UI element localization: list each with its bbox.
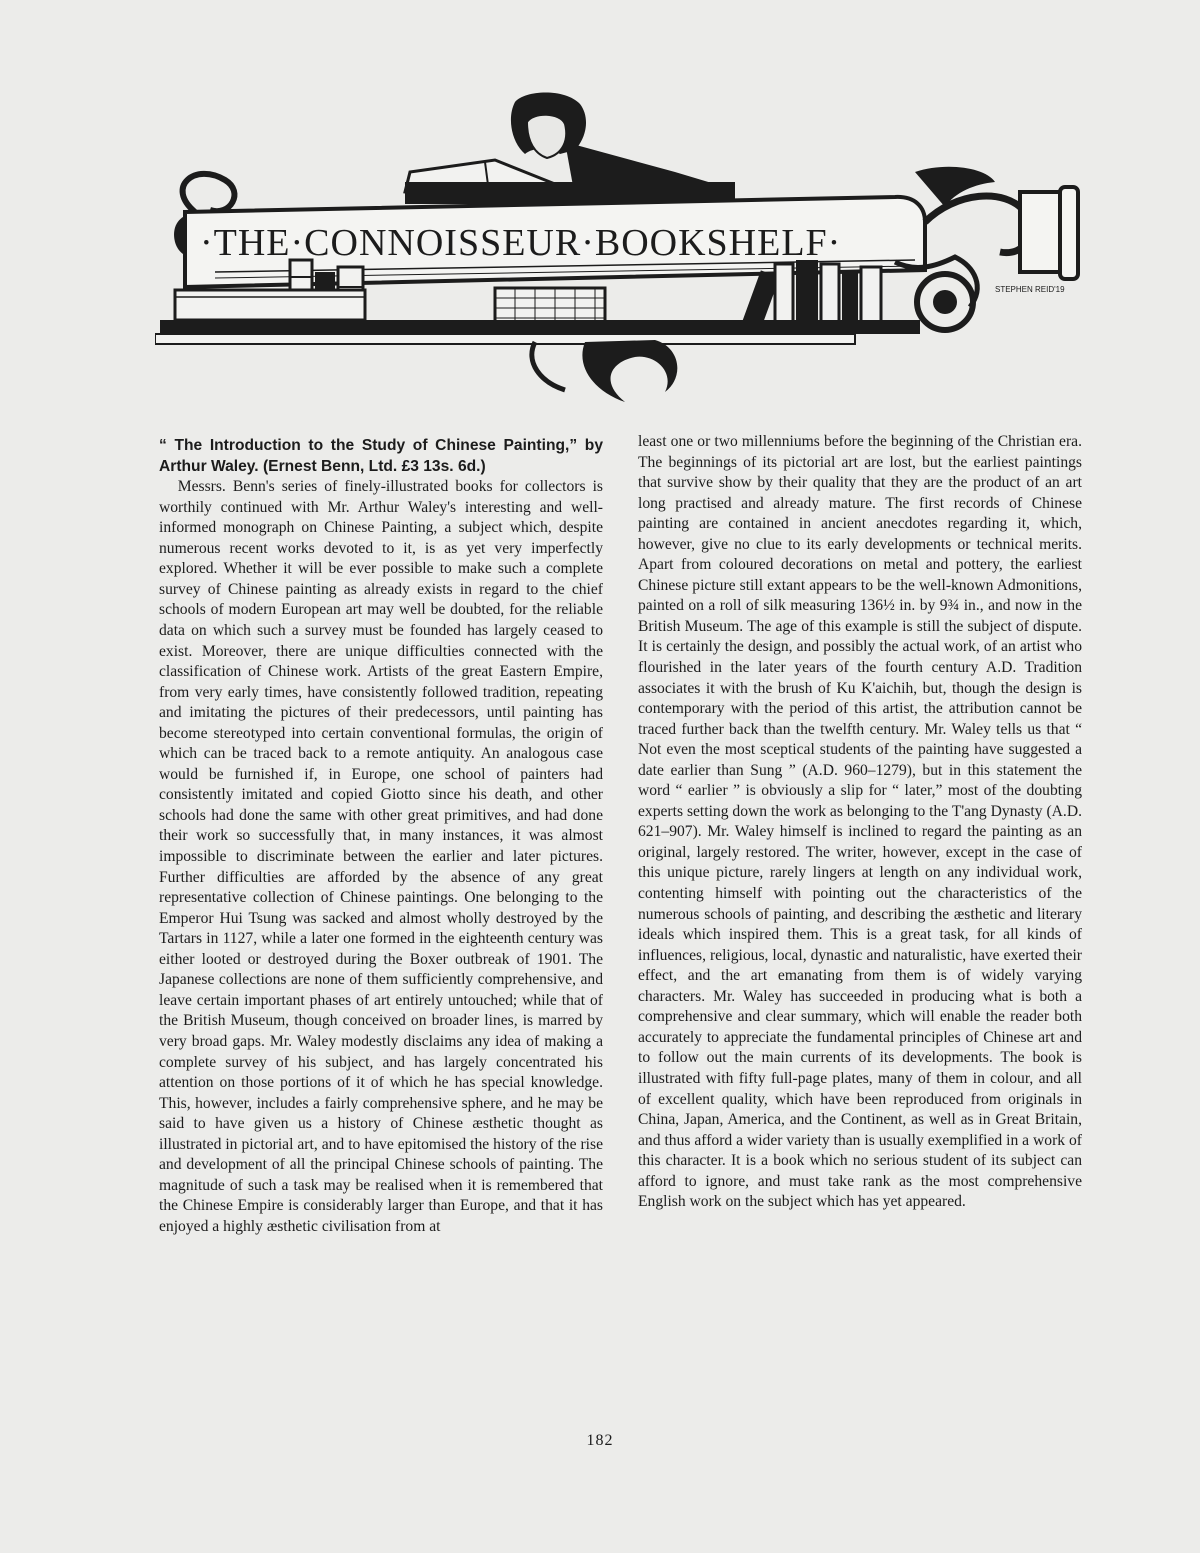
header-title: ·THE·CONNOISSEUR·BOOKSHELF· — [200, 222, 842, 264]
right-column — [638, 432, 1082, 1213]
page-number: 182 — [586, 1432, 614, 1449]
scholar-figure-icon — [405, 93, 735, 205]
right-column-text: least one or two millenniums before the beginning of the Christian era. The beginnings of its pictorial art are lost, but the earliest paintings that survive show by their quality that they are the product of an art long practised and already mature. The first records of Chinese painting are contained in ancient anecdotes regarding it, which, however, give no clue to its early developments or technical merits. Apart from coloured decorations on metal and pottery, the earliest Chinese picture still extant appears to be the well-known Admonitions, painted on a roll of silk measuring 136½ in. by 9¾ in., and now in the British Museum. The age of this example is still the subject of dispute. It is certainly the design, and possibly the actual work, of an artist who flourished in the later years of the fourth century A.D. Tradition associates it with the brush of Ku K'aichih, but, though the design is contemporary with the period of this artist, the attribution cannot be traced further back than the twelfth century. Mr. Waley tells us that “ Not even the most sceptical students of the painting have suggested a date earlier than Sung ” (A.D. 960–1279), but in this statement the word “ earlier ” is obviously a slip for “ later,” most of the doubting experts setting down the work as belonging to the T'ang Dynasty (A.D. 621–907). Mr. Waley himself is inclined to regard the painting as an original, largely restored. The writer, however, except in the case of this unique picture, rarely lingers at length on any individual work, contenting himself with pointing out the characteristics of the numerous schools of painting, and describing the æsthetic and literary ideals which inspired them. This is a great task, for all kinds of influences, religious, local, dynastic and naturalistic, have exerted their effect, and the art emanating from them is of widely varying characters. Mr. Waley has succeeded in producing what is both a comprehensive and clear summary, which will enable the reader both accurately to appreciate the fundamental principles of Chinese art and to follow out the main currents of its developments. The book is illustrated with fifty full-page plates, many of them in colour, and all of excellent quality, which have been reproduced from originals in China, Japan, America, and the Continent, as well as in Great Britain, and thus afford a wider variety than is usually exemplified in a work of this character. It is a book which no serious student of its subject can afford to ignore, and must take rank as the most comprehensive English work on the subject which has yet appeared. — [638, 433, 1082, 1211]
left-column — [159, 432, 603, 1237]
header-engraving — [155, 92, 1085, 412]
artist-signature: STEPHEN REID'19 — [995, 285, 1065, 294]
left-column-text: Messrs. Benn's series of finely-illustrated books for collectors is worthily continued with Mr. Arthur Waley's interesting and well-informed monograph on Chinese Painting, a subject which, despite numerous recent works devoted to it, is as yet very imperfectly explored. Whether it will be ever possible to make such a complete survey of Chinese painting as already exists in regard to the chief schools of modern European art may well be doubted, for the reliable data on which such a survey must be founded has largely ceased to exist. Moreover, there are unique difficulties connected with the classification of Chinese work. Artists of the great Eastern Empire, from very early times, have consistently followed tradition, repeating and imitating the pictures of their predecessors, until painting has become stereotyped into certain conventional formulas, the origin of which can be traced back to a remote antiquity. An analogous case would be furnished if, in Europe, one school of painters had consistently imitated and copied Giotto since his death, and other schools had done the same with other great primitives, and had done their work so successfully that, in many instances, it was almost impossible to discriminate between the earlier and later pictures. Further difficulties are afforded by the absence of any great representative collection of Chinese paintings. One belonging to the Emperor Hui Tsung was sacked and almost wholly destroyed by the Tartars in 1127, while a later one formed in the eighteenth century was either looted or destroyed during the Boxer outbreak of 1901. The Japanese collections are none of them sufficiently comprehensive, and leave certain important phases of art entirely untouched; while that of the British Museum, though conceived on broader lines, is marred by very broad gaps. Mr. Waley modestly disclaims any idea of making a complete survey of his subject, and has largely concentrated his attention on those portions of it of which he has special knowledge. This, however, includes a fairly comprehensive sphere, and he may be said to have given us a history of Chinese æsthetic thought as illustrated in pictorial art, and to have epitomised the history of the rise and development of all the principal Chinese schools of painting. The magnitude of such a task may be realised when it is remembered that the Chinese Empire is considerably larger than Europe, and that it has enjoyed a highly æsthetic civilisation from at — [159, 478, 603, 1235]
bookshelf-header-illustration — [155, 92, 1085, 412]
review-heading: “ The Introduction to the Study of Chinese Painting,” by Arthur Waley. (Ernest Benn, Ltd. £3 13s. 6d.) — [159, 437, 603, 475]
